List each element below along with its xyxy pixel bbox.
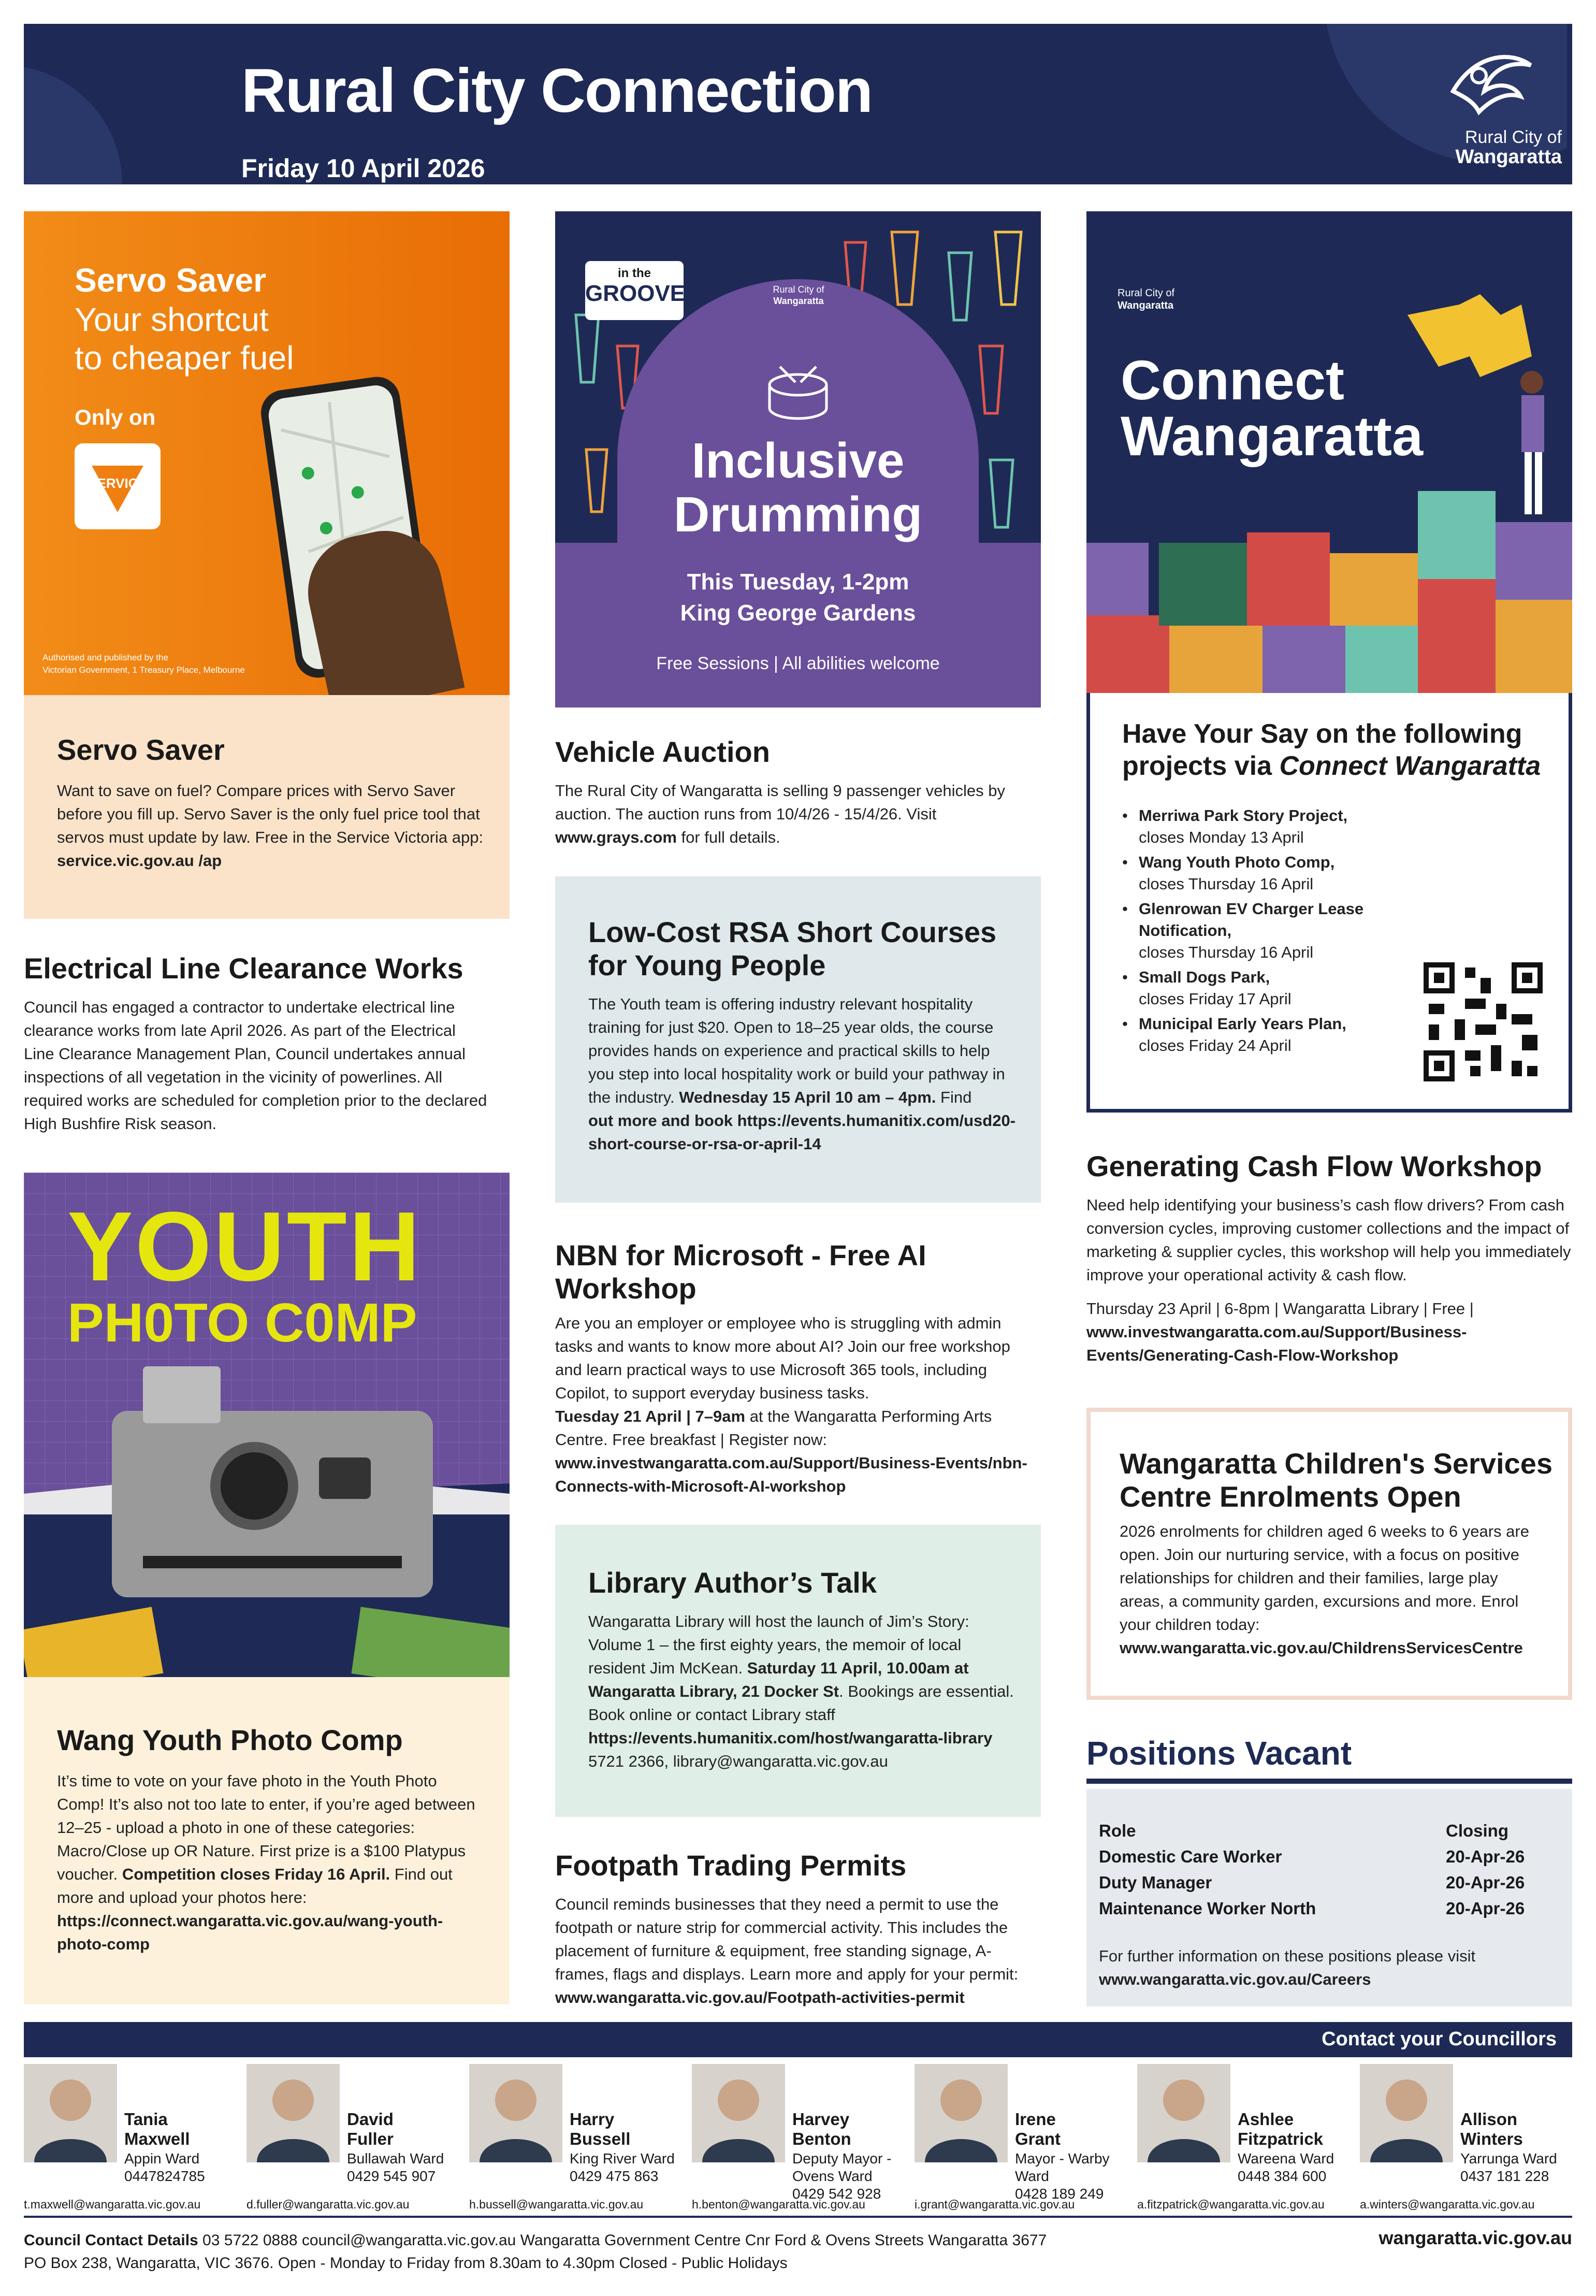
councillor-email[interactable]: a.winters@wangaratta.vic.gov.au xyxy=(1360,2198,1535,2211)
councillor-phone[interactable]: 0447824785 xyxy=(124,2168,205,2184)
connect-title1: Connect xyxy=(1121,349,1344,411)
councillor-card[interactable] xyxy=(469,2064,692,2211)
hys-item-name: Municipal Early Years Plan, xyxy=(1139,1015,1346,1033)
councillor-last-name: Bussell xyxy=(570,2129,631,2148)
drum-title1: Inclusive xyxy=(691,433,905,488)
childrens-title1: Wangaratta Children's Services xyxy=(1120,1447,1553,1480)
councillor-last-name: Fuller xyxy=(347,2129,394,2148)
auction-body xyxy=(555,779,1032,849)
library-text: Wangaratta Library will host the launch of Jim’s Story: Volume 1 – the first eighty years, the memoir of local resident Jim McKean. xyxy=(588,1612,969,1677)
councillor-name xyxy=(1460,2110,1523,2149)
councillor-photo xyxy=(24,2064,117,2162)
councillor-details xyxy=(124,2150,205,2185)
councillor-ward: Mayor - Warby Ward xyxy=(1015,2150,1110,2184)
drum-ad-footer: Free Sessions | All abilities welcome xyxy=(656,654,940,673)
footer-line1: 03 5722 0888 council@wangaratta.vic.gov.au Wangaratta Government Centre Cnr Ford & Ovens Streets Wangaratta 3677 xyxy=(198,2232,1047,2249)
position-closing: 20-Apr-26 xyxy=(1446,1873,1525,1892)
councillor-ward: Yarrunga Ward xyxy=(1460,2150,1557,2167)
auth-line1: Authorised and published by the xyxy=(42,653,168,662)
councillor-details xyxy=(347,2150,444,2185)
groove-big: GROOVE xyxy=(585,281,686,306)
councillor-last-name: Grant xyxy=(1015,2129,1061,2148)
electrical-title: Electrical Line Clearance Works xyxy=(24,952,463,985)
councillor-card[interactable] xyxy=(1137,2064,1360,2211)
nbn-text: Are you an employer or employee who is struggling with admin tasks and wants to know more about AI? Join our free workshop and learn practical ways to use Microsoft 365 tools, including Copilot, to support everyday business tasks. xyxy=(555,1314,1010,1402)
electrical-body: Council has engaged a contractor to undertake electrical line clearance works from late April 2026. As part of the Electrical Line Clearance Management Plan, Council undertakes annual inspections of all vegetation in the vicinity of powerlines. All required works are scheduled for completion prior to the declared High Bushfire Risk season. xyxy=(24,998,487,1133)
have-your-say-card xyxy=(1086,693,1572,1113)
servo-saver-ad[interactable] xyxy=(24,211,510,695)
rsa-body xyxy=(588,992,1018,1156)
connect-title2: Wangaratta xyxy=(1121,405,1424,467)
councillor-phone[interactable]: 0437 181 228 xyxy=(1460,2168,1549,2184)
hys-item[interactable] xyxy=(1122,898,1433,963)
position-row[interactable] xyxy=(1099,1844,1560,1870)
councillor-avatar-icon xyxy=(24,2064,117,2162)
councillor-name xyxy=(792,2110,851,2149)
hys-item-name: Glenrowan EV Charger Lease Notification, xyxy=(1139,900,1364,940)
servo-saver-title: Servo Saver xyxy=(57,733,225,766)
footer-rule xyxy=(24,2216,1572,2218)
camera-slot xyxy=(143,1556,402,1568)
childrens-title2: Centre Enrolments Open xyxy=(1120,1480,1461,1513)
councillor-phone[interactable]: 0429 542 928 xyxy=(792,2186,881,2202)
position-role: Duty Manager xyxy=(1099,1873,1212,1892)
bird-logo-icon xyxy=(1443,45,1536,122)
councillor-photo xyxy=(692,2064,785,2162)
councillor-photo xyxy=(915,2064,1008,2162)
youth-ad-line2: PH0TO C0MP xyxy=(67,1292,417,1353)
servo-body-text: Want to save on fuel? Compare prices with Servo Saver before you fill up. Servo Saver is the only fuel price tool that servos must update by law. Free in the Service Victoria app: xyxy=(57,782,484,846)
positions-note-text: For further information on these positions please visit xyxy=(1099,1947,1476,1965)
hys-item[interactable] xyxy=(1122,1013,1433,1057)
cashflow-title: Generating Cash Flow Workshop xyxy=(1086,1150,1542,1182)
nbn-title xyxy=(555,1239,1021,1305)
drum-icon xyxy=(764,362,832,424)
councillor-last-name: Benton xyxy=(792,2129,851,2148)
councillor-ward: King River Ward xyxy=(570,2150,675,2167)
camera-viewfinder xyxy=(319,1457,371,1499)
youth-link[interactable]: https://connect.wangaratta.vic.gov.au/wang-youth-photo-comp xyxy=(57,1912,443,1953)
childrens-body xyxy=(1120,1520,1534,1659)
youth-photo-comp-ad[interactable] xyxy=(24,1173,510,1677)
childrens-services-card xyxy=(1086,1408,1572,1700)
councillor-details xyxy=(570,2150,675,2185)
councillor-first-name: Harry xyxy=(570,2110,615,2129)
servo-ad-line2: Your shortcut xyxy=(75,301,269,338)
councillor-ward: Wareena Ward xyxy=(1238,2150,1334,2167)
qr-code-icon[interactable] xyxy=(1424,962,1543,1081)
service-vic-logo xyxy=(75,443,161,529)
councillor-name xyxy=(347,2110,394,2149)
nbn-title2: Workshop xyxy=(555,1272,697,1305)
councillor-name xyxy=(1238,2110,1323,2149)
groove-small: in the xyxy=(618,266,651,280)
connect-ad-council-logo xyxy=(1118,287,1190,312)
positions-table xyxy=(1086,1789,1572,2006)
rsa-title1: Low-Cost RSA Short Courses xyxy=(588,916,997,948)
councillor-first-name: Irene xyxy=(1015,2110,1056,2129)
camera-illustration xyxy=(112,1411,433,1597)
position-role: Domestic Care Worker xyxy=(1099,1847,1282,1866)
hys-list xyxy=(1122,805,1433,1060)
councillor-phone[interactable]: 0428 189 249 xyxy=(1015,2186,1104,2202)
councillor-details xyxy=(792,2150,915,2203)
cashflow-text: Need help identifying your business’s cash flow drivers? From cash conversion cycles, improving customer collections and the impact of marketing & supplier cycles, this workshop will help you immediately improve your operational activity & cash flow. xyxy=(1086,1196,1571,1284)
councillor-card[interactable] xyxy=(1360,2064,1583,2211)
youth-photo-title: Wang Youth Photo Comp xyxy=(57,1724,403,1756)
auction-title: Vehicle Auction xyxy=(555,735,770,768)
rsa-link[interactable]: out more and book https://events.humanitix.com/usd20-short-course-or-rsa-or-april-14 xyxy=(588,1111,1016,1153)
hys-item-close: closes Thursday 16 April xyxy=(1139,943,1314,961)
positions-title: Positions Vacant xyxy=(1086,1735,1352,1772)
youth-photo-body xyxy=(57,1769,487,1956)
auction-link[interactable]: www.grays.com xyxy=(555,828,677,846)
hys-item-close: closes Friday 24 April xyxy=(1139,1036,1292,1055)
councillor-email[interactable]: a.fitzpatrick@wangaratta.vic.gov.au xyxy=(1137,2198,1325,2211)
servo-ad-only-on: Only on xyxy=(75,405,156,429)
library-card xyxy=(555,1525,1041,1817)
hys-title2a: projects via xyxy=(1122,751,1280,781)
servo-ad-line3: to cheaper fuel xyxy=(75,339,294,377)
header-banner xyxy=(24,24,1572,184)
councillor-photo xyxy=(246,2064,340,2162)
service-vic-logo-text: SERVICE xyxy=(88,475,147,491)
councillor-card[interactable] xyxy=(246,2064,469,2211)
logo-line2: Wangaratta xyxy=(1455,146,1562,168)
rsa-title xyxy=(588,916,996,982)
connect-logo-line1: Rural City of xyxy=(1118,287,1175,299)
position-role: Maintenance Worker North xyxy=(1099,1899,1316,1918)
councillor-avatar-icon xyxy=(915,2064,1008,2162)
page-title: Rural City Connection xyxy=(241,56,873,125)
councillor-ward: Appin Ward xyxy=(124,2150,200,2167)
inclusive-drumming-ad[interactable] xyxy=(555,211,1041,707)
position-row[interactable] xyxy=(1099,1870,1560,1896)
position-row[interactable] xyxy=(1099,1896,1560,1922)
councillor-avatar-icon xyxy=(1137,2064,1230,2162)
council-logo-text xyxy=(1422,127,1562,167)
councillor-phone[interactable]: 0429 475 863 xyxy=(570,2168,659,2184)
servo-ad-authorised xyxy=(42,652,245,676)
councillor-email[interactable]: i.grant@wangaratta.vic.gov.au xyxy=(915,2198,1075,2211)
library-tail: . Bookings are essential. Book online or contact Library staff xyxy=(588,1682,1014,1724)
connect-wangaratta-ad[interactable] xyxy=(1086,211,1572,693)
positions-header-row xyxy=(1099,1818,1560,1844)
councillor-first-name: Ashlee xyxy=(1238,2110,1294,2129)
position-closing: 20-Apr-26 xyxy=(1446,1899,1525,1918)
councillor-avatar-icon xyxy=(469,2064,562,2162)
auction-tail: for full details. xyxy=(676,828,780,846)
drum-time: This Tuesday, 1-2pm xyxy=(687,569,909,595)
library-body xyxy=(588,1610,1018,1773)
councillor-first-name: Tania xyxy=(124,2110,168,2129)
councillor-first-name: Allison xyxy=(1460,2110,1518,2129)
drum-ad-title xyxy=(555,434,1041,542)
hys-title2b: Connect Wangaratta xyxy=(1279,751,1541,781)
councillor-details xyxy=(1015,2150,1137,2203)
hys-item-name: Merriwa Park Story Project, xyxy=(1139,806,1348,825)
positions-rule xyxy=(1086,1779,1572,1784)
hys-item-name: Wang Youth Photo Comp, xyxy=(1139,853,1335,871)
nbn-title1: NBN for Microsoft - Free AI xyxy=(555,1239,926,1272)
positions-grid xyxy=(1099,1818,1560,1922)
drum-ad-when xyxy=(555,567,1041,629)
youth-body-text: It’s time to vote on your fave photo in the Youth Photo Comp! It’s also not too late to enter, if you’re aged between 12–25 - upload a photo in one of these categories: Macro/Close up OR Nature. First prize is a $100 Platypus voucher. xyxy=(57,1772,475,1883)
youth-tail: Find out more and upload your photos here: xyxy=(57,1865,453,1907)
camera-flash xyxy=(143,1366,221,1423)
footer-website-link[interactable]: wangaratta.vic.gov.au xyxy=(1379,2227,1572,2248)
hys-title xyxy=(1122,718,1541,782)
councillor-card[interactable] xyxy=(692,2064,915,2211)
drum-title2: Drumming xyxy=(674,487,922,542)
councillor-details xyxy=(1238,2150,1334,2185)
auth-line2: Victorian Government, 1 Treasury Place, Melbourne xyxy=(42,665,245,675)
drum-ad-council-logo xyxy=(762,284,835,307)
councillor-phone[interactable]: 0448 384 600 xyxy=(1238,2168,1327,2184)
library-title: Library Author’s Talk xyxy=(588,1566,877,1599)
councillor-photo xyxy=(1360,2064,1453,2162)
hys-item-close: closes Thursday 16 April xyxy=(1139,875,1314,893)
nbn-link[interactable]: www.investwangaratta.com.au/Support/Business-Events/nbn-Connects-with-Microsoft-AI-workshop xyxy=(555,1454,1027,1495)
councillor-ward: Deputy Mayor - Ovens Ward xyxy=(792,2150,892,2184)
hys-item-close: closes Monday 13 April xyxy=(1139,828,1304,846)
rsa-card xyxy=(555,876,1041,1203)
cashflow-link[interactable]: www.investwangaratta.com.au/Support/Business-Events/Generating-Cash-Flow-Workshop xyxy=(1086,1323,1467,1364)
cashflow-when: Thursday 23 April | 6-8pm | Wangaratta Library | Free | xyxy=(1086,1299,1474,1318)
youth-ad-line1: YOUTH xyxy=(67,1192,422,1302)
col-role: Role xyxy=(1099,1821,1136,1840)
in-the-groove-badge xyxy=(585,261,684,320)
servo-ad-tagline xyxy=(75,300,294,377)
servo-saver-body xyxy=(57,779,487,872)
nbn-body xyxy=(555,1311,1032,1498)
footer-label: Council Contact Details xyxy=(24,2232,198,2249)
councillors-bar xyxy=(24,2022,1572,2057)
councillor-avatar-icon xyxy=(1360,2064,1453,2162)
logo-line1: Rural City of xyxy=(1464,127,1562,147)
servo-link[interactable]: service.vic.gov.au /ap xyxy=(57,851,222,870)
cashflow-body xyxy=(1086,1193,1572,1367)
library-date: Saturday 11 April, 10.00am at Wangaratta Library, 21 Docker St xyxy=(588,1659,969,1700)
drum-place: King George Gardens xyxy=(680,600,916,626)
councillor-details xyxy=(1460,2150,1557,2185)
councillor-photo xyxy=(1137,2064,1230,2162)
camera-lens xyxy=(210,1442,298,1530)
position-closing: 20-Apr-26 xyxy=(1446,1847,1525,1866)
youth-closes: Competition closes Friday 16 April. xyxy=(122,1865,390,1883)
councillor-name xyxy=(570,2110,630,2149)
drum-logo-line2: Wangaratta xyxy=(773,296,824,306)
childrens-title xyxy=(1120,1447,1553,1513)
footpath-text: Council reminds businesses that they need a permit to use the footpath or nature strip for commercial activity. This includes the placement of furniture & equipment, free standing signage, A-frames, flags and displays. Learn more and apply for your permit: xyxy=(555,1895,1019,1983)
councillor-last-name: Winters xyxy=(1460,2129,1523,2148)
rsa-text: The Youth team is offering industry relevant hospitality training for just $20. Open to 18–25 year olds, the course provides hands on experience and practical skills to help you step into local hospitality work or build your pathway in the industry. xyxy=(588,995,1005,1106)
rsa-tail: Find xyxy=(936,1088,972,1106)
drum-logo-line1: Rural City of xyxy=(773,284,824,295)
rsa-title2: for Young People xyxy=(588,949,826,981)
connect-ad-title xyxy=(1121,349,1424,467)
careers-link[interactable]: www.wangaratta.vic.gov.au/Careers xyxy=(1099,1970,1371,1988)
hys-item-name: Small Dogs Park, xyxy=(1139,968,1270,986)
connect-logo-line2: Wangaratta xyxy=(1118,300,1174,311)
positions-note xyxy=(1099,1944,1560,1991)
nbn-date: Tuesday 21 April | 7–9am xyxy=(555,1407,746,1425)
col-closing: Closing xyxy=(1446,1821,1508,1840)
councillor-email[interactable]: h.bussell@wangaratta.vic.gov.au xyxy=(469,2198,644,2211)
councillor-name xyxy=(1015,2110,1061,2149)
hys-item[interactable] xyxy=(1122,966,1433,1010)
library-contact: 5721 2366, library@wangaratta.vic.gov.au xyxy=(588,1752,888,1770)
childrens-text: 2026 enrolments for children aged 6 weeks to 6 years are open. Join our nurturing service, with a focus on positive relationships for children and their families, large play areas, a community garden, excursions and more. Enrol your children today: xyxy=(1120,1522,1529,1634)
footer-line2: PO Box 238, Wangaratta, VIC 3676. Open - Monday to Friday from 8.30am to 4.30pm Closed - Public Holidays xyxy=(24,2255,788,2272)
servo-saver-card xyxy=(24,695,510,919)
councillor-last-name: Maxwell xyxy=(124,2129,190,2148)
childrens-link[interactable]: www.wangaratta.vic.gov.au/ChildrensServicesCentre xyxy=(1120,1639,1523,1657)
footpath-body xyxy=(555,1893,1032,2009)
councillor-photo xyxy=(469,2064,562,2162)
hys-item[interactable] xyxy=(1122,851,1433,895)
councillor-card[interactable] xyxy=(915,2064,1137,2211)
hys-item-close: closes Friday 17 April xyxy=(1139,990,1292,1008)
footpath-title: Footpath Trading Permits xyxy=(555,1849,907,1882)
footpath-link[interactable]: www.wangaratta.vic.gov.au/Footpath-activities-permit xyxy=(555,1988,965,2006)
youth-photo-card xyxy=(24,1677,510,2004)
councillors-bar-title: Contact your Councillors xyxy=(1322,2028,1557,2050)
library-link[interactable]: https://events.humanitix.com/host/wangaratta-library xyxy=(588,1729,993,1747)
servo-ad-title: Servo Saver xyxy=(75,262,267,299)
hys-title1: Have Your Say on the following xyxy=(1122,719,1522,749)
councillor-avatar-icon xyxy=(692,2064,785,2162)
councillor-name xyxy=(124,2110,190,2149)
rsa-date: Wednesday 15 April 10 am – 4pm. xyxy=(679,1088,936,1106)
councillor-first-name: Harvey xyxy=(792,2110,850,2129)
nbn-tail: at the Wangaratta Performing Arts Centre. Free breakfast | Register now: xyxy=(555,1407,992,1449)
councillor-email[interactable]: d.fuller@wangaratta.vic.gov.au xyxy=(246,2198,410,2211)
councillor-phone[interactable]: 0429 545 907 xyxy=(347,2168,436,2184)
decor-arc xyxy=(24,24,179,184)
councillor-avatar-icon xyxy=(246,2064,340,2162)
councillor-last-name: Fitzpatrick xyxy=(1238,2129,1324,2148)
councillor-card[interactable] xyxy=(24,2064,246,2211)
footer-contact xyxy=(24,2229,1318,2275)
councillor-email[interactable]: h.benton@wangaratta.vic.gov.au xyxy=(692,2198,865,2211)
councillor-first-name: David xyxy=(347,2110,394,2129)
page-date: Friday 10 April 2026 xyxy=(241,154,485,183)
councillor-email[interactable]: t.maxwell@wangaratta.vic.gov.au xyxy=(24,2198,201,2211)
auction-text: The Rural City of Wangaratta is selling 9 passenger vehicles by auction. The auction runs from 10/4/26 - 15/4/26. Visit xyxy=(555,782,1005,823)
councillor-ward: Bullawah Ward xyxy=(347,2150,444,2167)
hys-item[interactable] xyxy=(1122,805,1433,848)
